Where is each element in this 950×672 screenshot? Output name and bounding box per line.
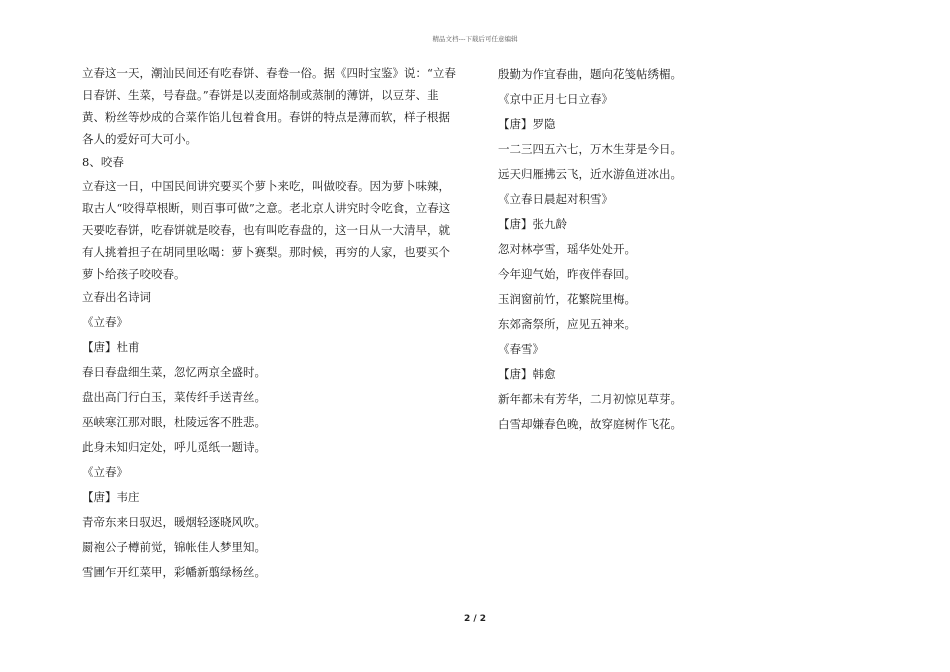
poem-line: 忽对林亭雪，瑶华处处开。	[498, 242, 636, 256]
poem-line: 《春雪》	[498, 342, 544, 356]
poem-line: 【唐】罗隐	[498, 117, 556, 131]
poem-line: 青帝东来日驭迟，暖烟轻逐晓风吹。	[82, 515, 266, 529]
paragraph-bite-spring: 立春这一日，中国民间讲究要买个萝卜来吃，叫做咬春。因为萝卜味辣，取古人“咬得草根断，则百事可做”之意。老北京人讲究时令吃食，立春这天要吃春饼，吃春饼就是咬春，也有叫吃春盘的，这一日从一大清早，就有人挑着担子在胡同里吆喝：萝卜赛梨。那时候，再穷的人家，也要买个萝卜给孩子咬咬春。	[82, 179, 451, 281]
poem-line: 春日春盘细生菜，忽忆两京全盛时。	[82, 365, 266, 379]
poem-line: 巫峡寒江那对眼，杜陵远客不胜悲。	[82, 415, 266, 429]
poem-line: 《立春》	[82, 465, 128, 479]
poem-line: 罽袍公子樽前觉，锦帐佳人梦里知。	[82, 540, 266, 554]
poem-line: 【唐】杜甫	[82, 340, 140, 354]
poem-line: 《立春》	[82, 315, 128, 329]
poem-line: 【唐】韩愈	[498, 367, 556, 381]
poem-line: 殷勤为作宜春曲，题向花笺帖绣楣。	[498, 67, 682, 81]
right-column	[498, 62, 698, 437]
poem-line: 雪圃乍开红菜甲，彩幡新翦绿杨丝。	[82, 565, 266, 579]
poem-line: 玉润窗前竹，花繁院里梅。	[498, 292, 636, 306]
paragraph-spring-pancake: 立春这一天，潮汕民间还有吃春饼、春卷一俗。据《四时宝鉴》说：“立春日春饼、生菜，号春盘。”春饼是以麦面烙制或蒸制的薄饼，以豆芽、韭黄、粉丝等炒成的合菜作馅儿包着食用。春饼的特点是薄而软，样子根据各人的爱好可大可小。	[82, 66, 456, 146]
poem-line: 【唐】韦庄	[82, 490, 140, 504]
left-column	[82, 62, 457, 585]
poem-line: 白雪却嫌春色晚，故穿庭树作飞花。	[498, 417, 682, 431]
poem-line: 《京中正月七日立春》	[498, 92, 613, 106]
poem-line: 东郊斋祭所，应见五神来。	[498, 317, 636, 331]
poem-line: 一二三四五六七，万木生芽是今日。	[498, 142, 682, 156]
poem-line: 【唐】张九龄	[498, 217, 567, 231]
section-heading-bite-spring: 8、咬春	[82, 155, 124, 169]
poem-line: 远天归雁拂云飞，近水游鱼迸冰出。	[498, 167, 682, 181]
page-number: 2 / 2	[463, 614, 487, 624]
poem-line: 盘出高门行白玉，菜传纤手送青丝。	[82, 390, 266, 404]
poem-line: 此身未知归定处，呼儿觅纸一题诗。	[82, 440, 266, 454]
poem-line: 《立春日晨起对积雪》	[498, 192, 613, 206]
page-header: 精品文档---下载后可任意编辑	[432, 35, 518, 43]
poem-line: 立春出名诗词	[82, 290, 151, 304]
poem-line: 今年迎气始，昨夜伴春回。	[498, 267, 636, 281]
poem-line: 新年都未有芳华，二月初惊见草芽。	[498, 392, 682, 406]
